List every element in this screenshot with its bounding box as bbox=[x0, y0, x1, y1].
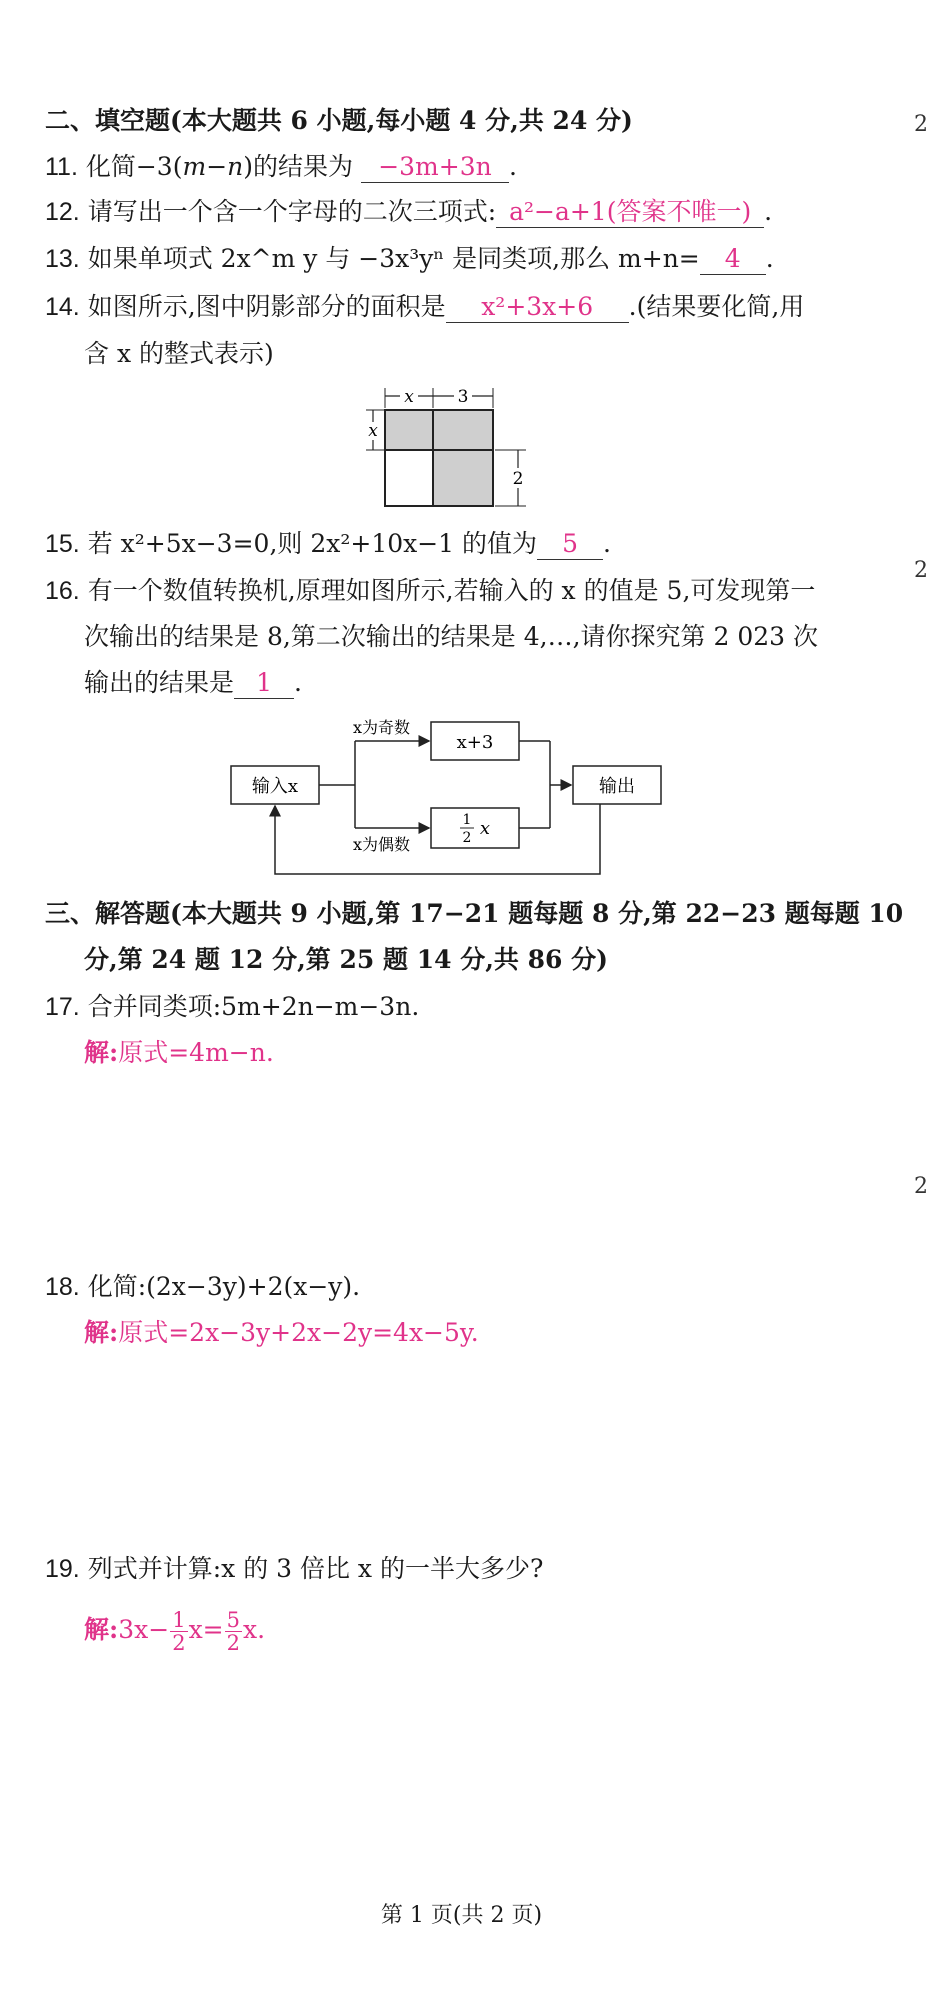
question-text: 如果单项式 2x^m y 与 −3x³yⁿ 是同类项,那么 m+n= bbox=[87, 244, 700, 273]
question-19 bbox=[45, 1552, 543, 1586]
even-branch-label: x为偶数 bbox=[353, 835, 411, 854]
question-13: 13. 如果单项式 2x^m y 与 −3x³yⁿ 是同类项,那么 m+n= 4 . bbox=[45, 244, 774, 273]
dim-label-2: 2 bbox=[512, 469, 524, 489]
dim-label-3: 3 bbox=[457, 387, 469, 407]
question-number: 16. bbox=[45, 577, 80, 605]
edge-mark: 2 bbox=[914, 1174, 928, 1199]
question-11: 11. 化简−3(m−n)的结果为 −3m+3n . bbox=[45, 152, 517, 181]
dim-label-x-top: x bbox=[404, 387, 414, 407]
fraction: $\frac{1}{2}$ bbox=[172, 1608, 186, 1655]
question-16-line2: 次输出的结果是 8,第二次输出的结果是 4,…,请你探究第 2 023 次 bbox=[84, 622, 819, 651]
solution-label: 解: bbox=[84, 1038, 119, 1067]
flow-diagram bbox=[225, 712, 675, 882]
question-15: 15. 若 x²+5x−3=0,则 2x²+10x−1 的值为 5 . bbox=[45, 529, 611, 558]
fraction: $\frac{5}{2}$ bbox=[226, 1608, 240, 1655]
question-text: 有一个数值转换机,原理如图所示,若输入的 x 的值是 5,可发现第一 bbox=[87, 576, 816, 605]
answer-blank: a²−a+1(答案不唯一) bbox=[496, 197, 764, 228]
answer-blank: x²+3x+6 bbox=[446, 292, 629, 323]
question-17 bbox=[45, 990, 419, 1024]
question-text: 列式并计算:x 的 3 倍比 x 的一半大多少? bbox=[87, 1554, 544, 1583]
section-3-title-line2: 分,第 24 题 12 分,第 25 题 14 分,共 86 分) bbox=[84, 945, 608, 974]
question-number: 14. bbox=[45, 293, 80, 321]
question-number: 19. bbox=[45, 1555, 80, 1583]
svg-text:输出: 输出 bbox=[599, 776, 635, 797]
question-number: 18. bbox=[45, 1273, 80, 1301]
solution-19: 解:3x− $\frac{1}{2}$ x= $\frac{5}{2}$ x. bbox=[84, 1608, 266, 1655]
answer-blank: 5 bbox=[537, 529, 603, 560]
page-footer: 第 1 页(共 2 页) bbox=[380, 1903, 543, 1928]
dim-label-x-left: x bbox=[368, 421, 378, 441]
solution-label: 解: bbox=[84, 1615, 119, 1644]
question-14-line2: 含 x 的整式表示) bbox=[84, 339, 274, 368]
answer-blank: 1 bbox=[234, 668, 294, 699]
svg-text:2: 2 bbox=[462, 830, 472, 846]
solution-text: 原式=4m−n. bbox=[118, 1038, 274, 1067]
question-number: 15. bbox=[45, 530, 80, 558]
question-text: 如图所示,图中阴影部分的面积是 bbox=[87, 292, 446, 321]
solution-18 bbox=[84, 1316, 479, 1350]
area-figure bbox=[360, 382, 540, 512]
question-14: 14. 如图所示,图中阴影部分的面积是 x²+3x+6 .(结果要化简,用 bbox=[45, 292, 805, 321]
svg-text:x: x bbox=[479, 818, 491, 839]
even-op-box bbox=[431, 808, 519, 848]
shaded-region-bottom-right bbox=[433, 450, 493, 506]
question-16 bbox=[45, 574, 815, 608]
question-number: 11. bbox=[45, 153, 78, 181]
shaded-region-top-left bbox=[385, 410, 493, 450]
solution-17 bbox=[84, 1036, 274, 1070]
question-number: 12. bbox=[45, 198, 80, 226]
answer-blank: 4 bbox=[700, 244, 766, 275]
question-18 bbox=[45, 1270, 360, 1304]
question-text: 请写出一个含一个字母的二次三项式: bbox=[87, 197, 497, 226]
edge-mark: 2 bbox=[914, 112, 928, 137]
solution-text: 原式=2x−3y+2x−2y=4x−5y. bbox=[118, 1318, 479, 1347]
question-number: 17. bbox=[45, 993, 80, 1021]
question-number: 13. bbox=[45, 245, 80, 273]
edge-mark: 2 bbox=[914, 558, 928, 583]
svg-text:输入x: 输入x bbox=[251, 776, 299, 797]
svg-text:1: 1 bbox=[462, 812, 472, 828]
question-text: 若 x²+5x−3=0,则 2x²+10x−1 的值为 bbox=[87, 529, 538, 558]
question-16-line3: 输出的结果是 1 . bbox=[84, 668, 302, 697]
section-3-title: 三、解答题(本大题共 9 小题,第 17−21 题每题 8 分,第 22−23 题每题 10 bbox=[45, 899, 904, 928]
solution-label: 解: bbox=[84, 1318, 119, 1347]
svg-text:x+3: x+3 bbox=[456, 732, 494, 753]
question-12: 12. 请写出一个含一个字母的二次三项式: a²−a+1(答案不唯一) . bbox=[45, 197, 773, 226]
section-2-title: 二、填空题(本大题共 6 小题,每小题 4 分,共 24 分) bbox=[45, 106, 633, 135]
question-text: 合并同类项:5m+2n−m−3n. bbox=[87, 992, 420, 1021]
question-text: 化简−3(m−n)的结果为 bbox=[85, 152, 354, 181]
odd-branch-label: x为奇数 bbox=[353, 718, 411, 737]
question-text: 化简:(2x−3y)+2(x−y). bbox=[87, 1272, 361, 1301]
answer-blank: −3m+3n bbox=[361, 152, 509, 183]
